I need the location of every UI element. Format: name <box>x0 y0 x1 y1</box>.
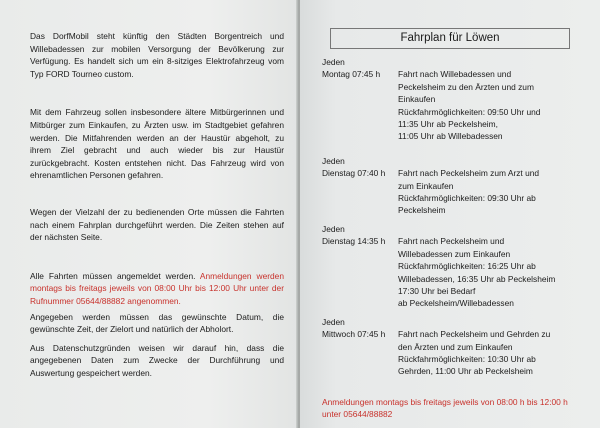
schedule-frequency: Jeden <box>322 316 345 327</box>
schedule-frequency: Jeden <box>322 223 345 234</box>
schedule-line: Gehrden, 11:00 Uhr ab Peckelsheim <box>398 366 533 377</box>
schedule-entry <box>322 155 584 217</box>
schedule-line: Rückfahrmöglichkeiten: 09:50 Uhr und <box>398 106 541 117</box>
schedule-description <box>398 328 584 378</box>
schedule-line: Willebadessen zum Einkaufen <box>398 248 511 259</box>
schedule-line: 11:05 Uhr ab Willebadessen <box>398 131 503 142</box>
schedule-day-time: Montag 07:45 h <box>322 69 381 80</box>
schedule-line: Peckelsheim zu den Ärzten und zum <box>398 81 534 92</box>
schedule-line: 17:30 Uhr bei Bedarf <box>398 285 476 296</box>
right-page <box>300 0 600 428</box>
privacy-paragraph: Aus Datenschutzgründen weisen wir darauf hin, dass die angegebenen Daten zum Zwecke der Durchführung und Auswertung gespeichert werden. <box>30 342 284 378</box>
purpose-paragraph: Mit dem Fahrzeug sollen insbesondere ältere Mitbürgerinnen und Mitbürger zum Einkaufen, zu Ärzten usw. im Stadtgebiet gefahren werden. Die Mitfahrenden werden an der Haustür abgeholt, zu ihrem Ziel gebracht und auch wieder bis zur Haustür zurückgebracht. Kosten entstehen nicht. Das Fahrzeug wird von ehrenamtlichen Personen gefahren. <box>30 107 284 181</box>
schedule-line: Rückfahrmöglichkeiten: 16:25 Uhr ab <box>398 261 536 272</box>
schedule-entry <box>322 223 584 310</box>
intro-paragraph: Das DorfMobil steht künftig den Städten Borgentreich und Willebadessen zur mobilen Versorgung der Bevölkerung zur Verfügung. Es handelt sich um ein 8-sitziges Elektrofahrzeug vom Typ FORD Tourneo custom. <box>30 31 284 79</box>
schedule-line: ab Peckelsheim/Willebadessen <box>398 298 514 309</box>
schedule-line: zum Einkaufen <box>398 180 454 191</box>
schedule-frequency: Jeden <box>322 57 345 67</box>
schedule-frequency: Jeden <box>322 155 345 166</box>
schedule-line: Rückfahrmöglichkeiten: 09:30 Uhr ab <box>398 193 536 204</box>
schedule-entry <box>322 56 584 143</box>
schedule-line: Peckelsheim <box>398 205 446 216</box>
schedule-description <box>398 235 584 309</box>
schedule-day-time: Dienstag 14:35 h <box>322 236 386 247</box>
schedule-line: 11:35 Uhr ab Peckelsheim, <box>398 119 498 130</box>
registration-required-text: Alle Fahrten müssen angemeldet werden. <box>30 270 196 281</box>
schedule-line: Fahrt nach Peckelsheim und <box>398 236 505 247</box>
schedule-line: den Ärzten und zum Einkaufen <box>398 341 513 352</box>
schedule-entry <box>322 316 584 378</box>
schedule-description <box>398 68 584 142</box>
registration-hours-text: Anmeldungen werden montags bis freitags jeweils von 08:00 Uhr bis 12:00 Uhr unter der Rufnummer 05644/88882 angenommen. <box>30 270 284 306</box>
schedule-line: Fahrt nach Peckelsheim zum Arzt und <box>398 168 540 179</box>
schedule-line: Willebadessen, 16:35 Uhr ab Peckelsheim <box>398 273 556 284</box>
registration-footer-note: Anmeldungen montags bis freitags jeweils von 08:00 h bis 12:00 h unter 05644/88882 <box>322 396 568 420</box>
schedule-title: Fahrplan für Löwen <box>330 28 570 49</box>
schedule-description <box>398 167 584 217</box>
left-page <box>0 0 298 428</box>
schedule-list <box>322 56 584 378</box>
schedule-line: Einkaufen <box>398 94 436 105</box>
schedule-line: Fahrt nach Willebadessen und <box>398 69 512 80</box>
schedule-day-time: Dienstag 07:40 h <box>322 168 386 179</box>
schedule-day-time: Mittwoch 07:45 h <box>322 329 386 340</box>
required-details-paragraph: Angegeben werden müssen das gewünschte Datum, die gewünschte Zeit, der Zielort und natürlich der Abholort. <box>30 311 284 335</box>
schedule-line: Fahrt nach Peckelsheim und Gehrden zu <box>398 329 551 340</box>
registration-paragraph <box>30 270 284 308</box>
schedule-line: Rückfahrmöglichkeiten: 10:30 Uhr ab <box>398 353 536 364</box>
schedule-info-paragraph: Wegen der Vielzahl der zu bedienenden Orte müssen die Fahrten nach einem Fahrplan durchgeführt werden. Die Zeiten stehen auf der nächsten Seite. <box>30 206 284 243</box>
